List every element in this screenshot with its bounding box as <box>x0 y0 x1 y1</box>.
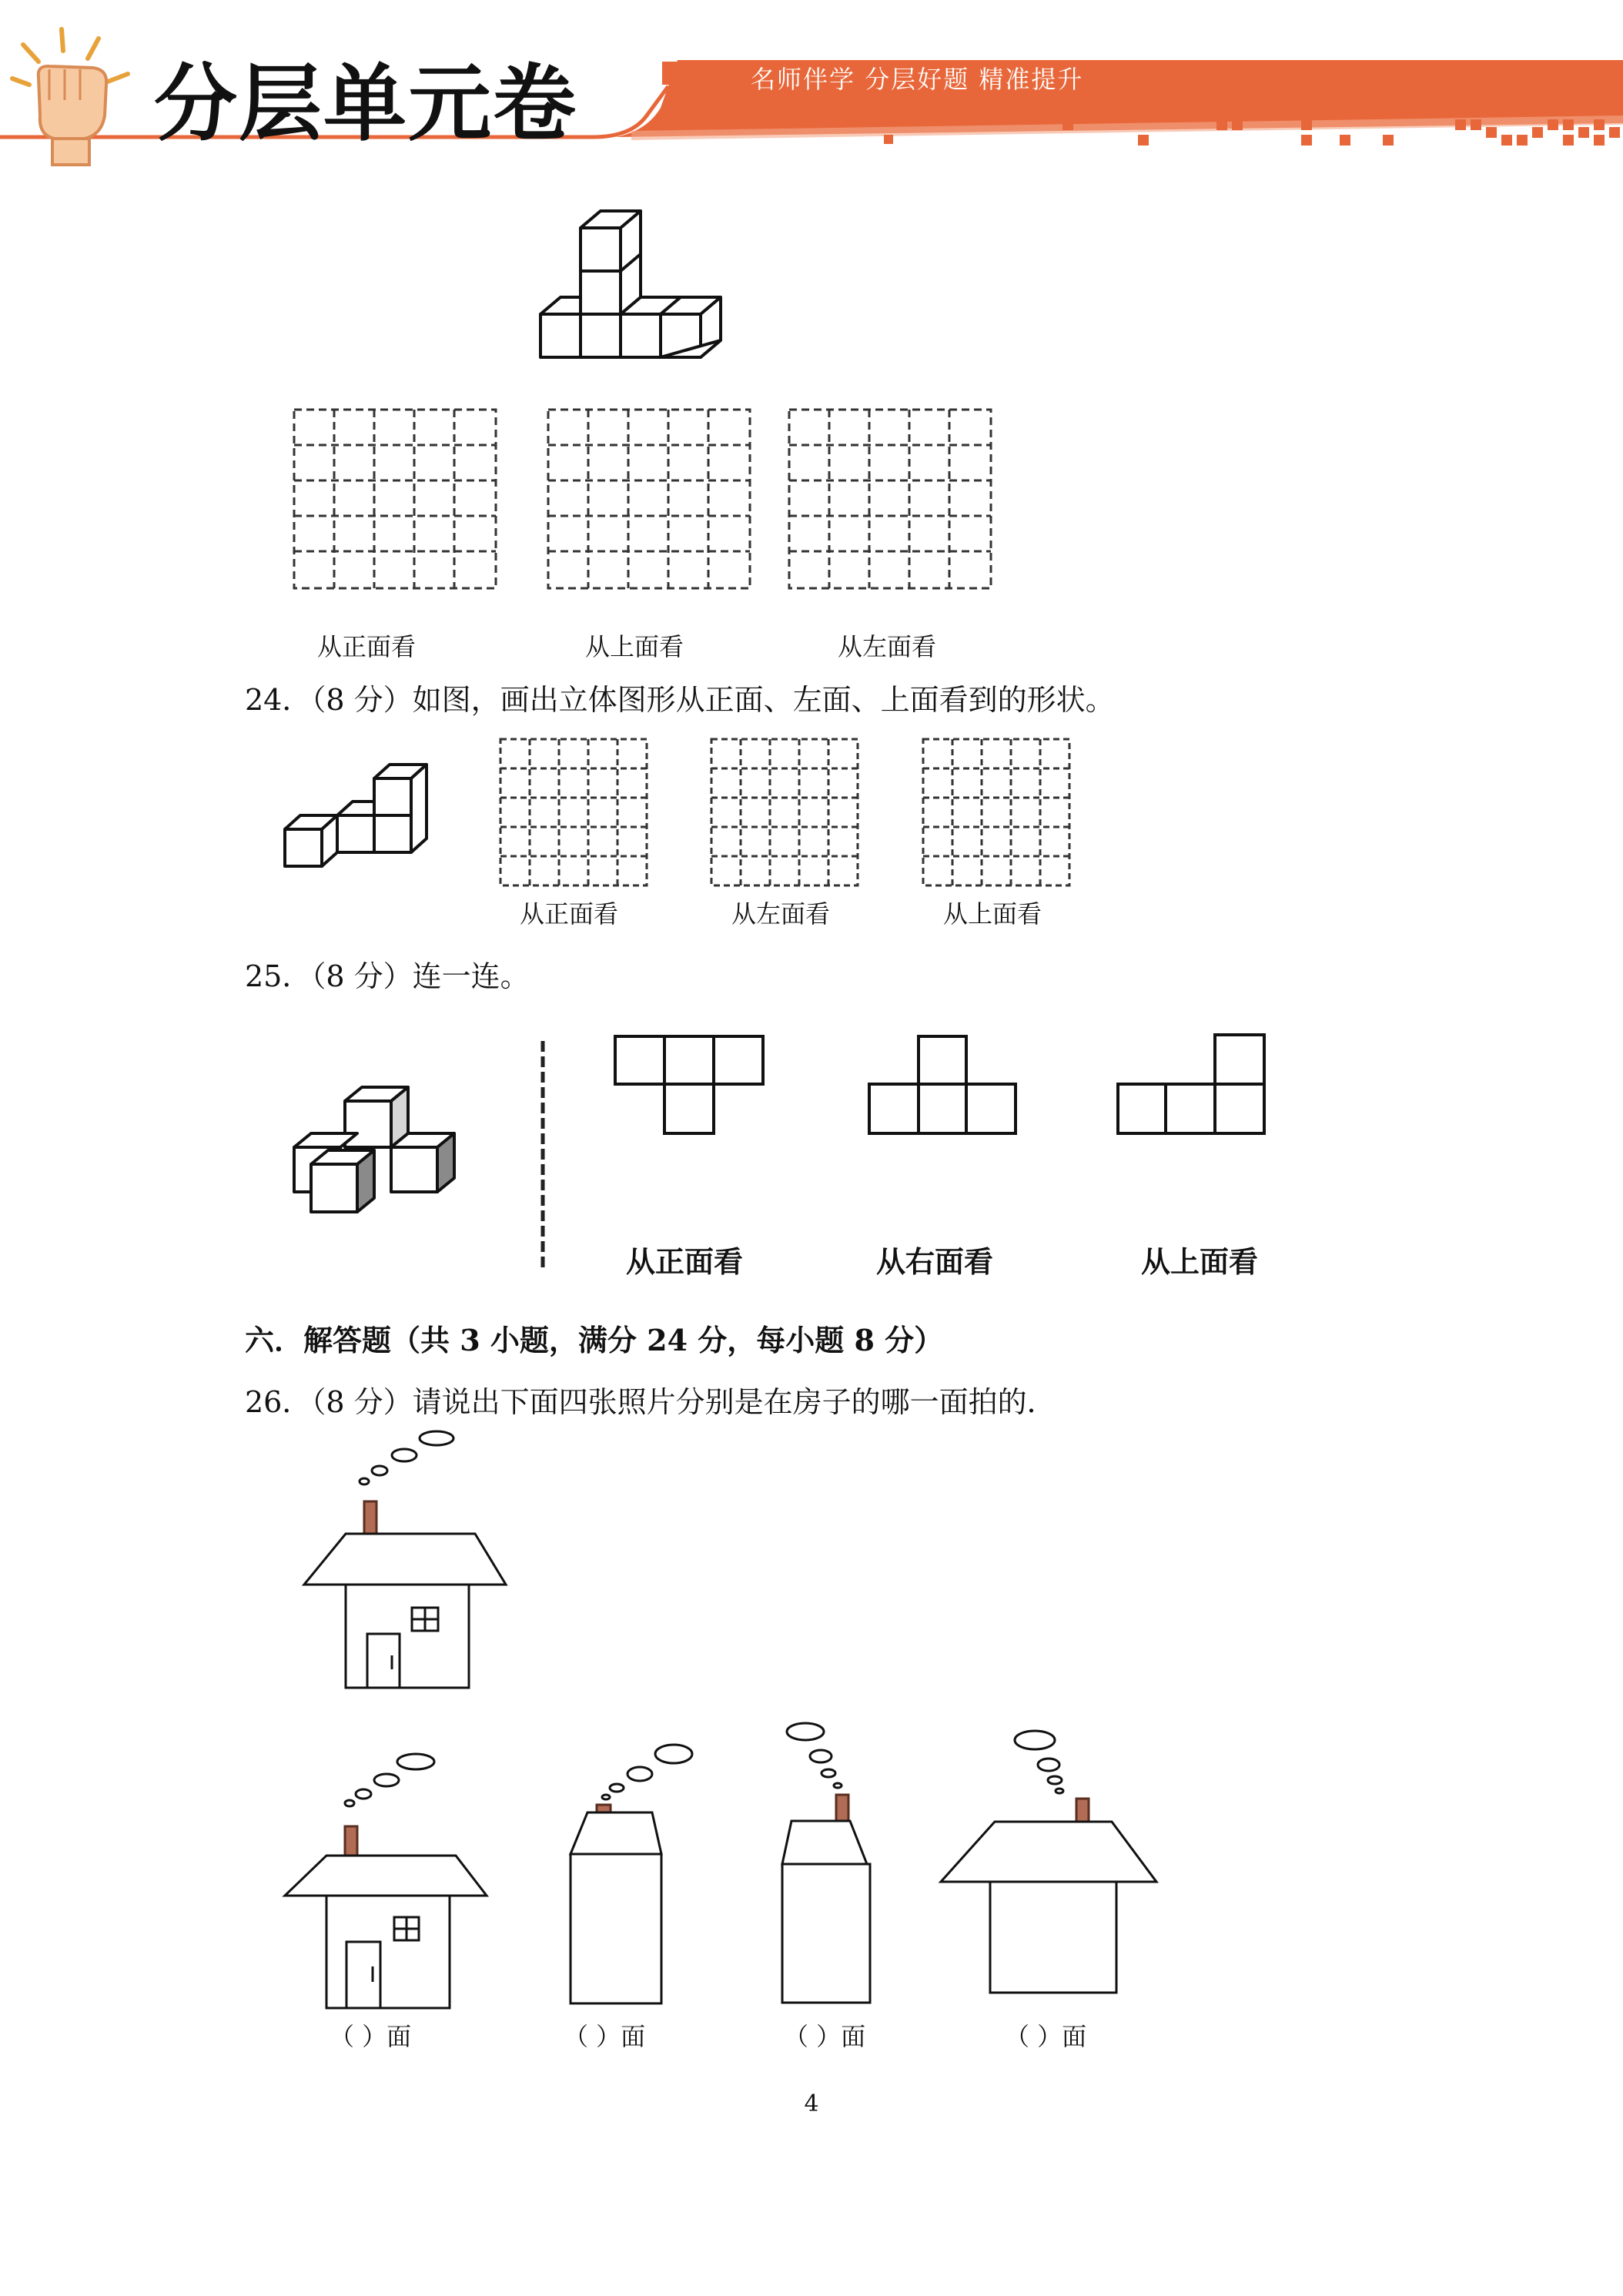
page-number: 4 <box>804 2090 819 2117</box>
q25-shape-stepped <box>866 1033 1020 1141</box>
q23-label-top: 从上面看 <box>585 632 684 661</box>
house-2-face-label: （ ）面 <box>564 2022 646 2051</box>
house-4-face-label: （ ）面 <box>1005 2022 1087 2051</box>
q23-cube-figure <box>539 199 739 376</box>
q24-label-front: 从正面看 <box>520 899 619 929</box>
q25-label-top: 从上面看 <box>1141 1245 1259 1279</box>
q25-shape-t <box>612 1033 766 1187</box>
q24-grid-left <box>710 738 864 892</box>
q25-label-front: 从正面看 <box>626 1245 744 1279</box>
q24-grid-top <box>922 738 1076 892</box>
house-1-face-label: （ ）面 <box>330 2022 412 2051</box>
q26-text: 26．（8 分）请说出下面四张照片分别是在房子的哪一面拍的． <box>245 1385 1056 1419</box>
house-photo-4 <box>939 1725 1163 2010</box>
q23-grid-front <box>293 408 500 593</box>
q24-label-left: 从左面看 <box>731 899 831 929</box>
q23-label-left: 从左面看 <box>838 632 937 661</box>
q25-text: 25．（8 分）连一连。 <box>245 959 530 993</box>
house-reference <box>304 1432 527 1694</box>
header-title: 分层单元卷 <box>154 56 578 152</box>
house-photo-2 <box>566 1732 720 2017</box>
q23-grid-top <box>547 408 755 593</box>
fist-logo-icon <box>8 23 146 169</box>
q23-grid-left <box>788 408 996 593</box>
house-3-face-label: （ ）面 <box>784 2022 866 2051</box>
q24-cube-figure <box>283 758 437 882</box>
q24-grid-front <box>499 738 653 892</box>
q25-shape-l <box>1116 1032 1270 1140</box>
q25-label-right: 从右面看 <box>876 1245 994 1279</box>
q24-label-top: 从上面看 <box>943 899 1042 929</box>
q24-text: 24．（8 分）如图，画出立体图形从正面、左面、上面看到的形状。 <box>245 683 1115 717</box>
house-photo-3 <box>778 1721 932 2006</box>
q23-label-front: 从正面看 <box>317 632 417 661</box>
q25-cube-figure <box>291 1084 468 1246</box>
house-photo-1 <box>283 1732 507 2017</box>
header-slogan: 名师伴学 分层好题 精准提升 <box>751 65 1084 94</box>
q25-divider-line <box>539 1041 547 1280</box>
section6-heading: 六．解答题（共 3 小题，满分 24 分，每小题 8 分） <box>245 1323 944 1357</box>
